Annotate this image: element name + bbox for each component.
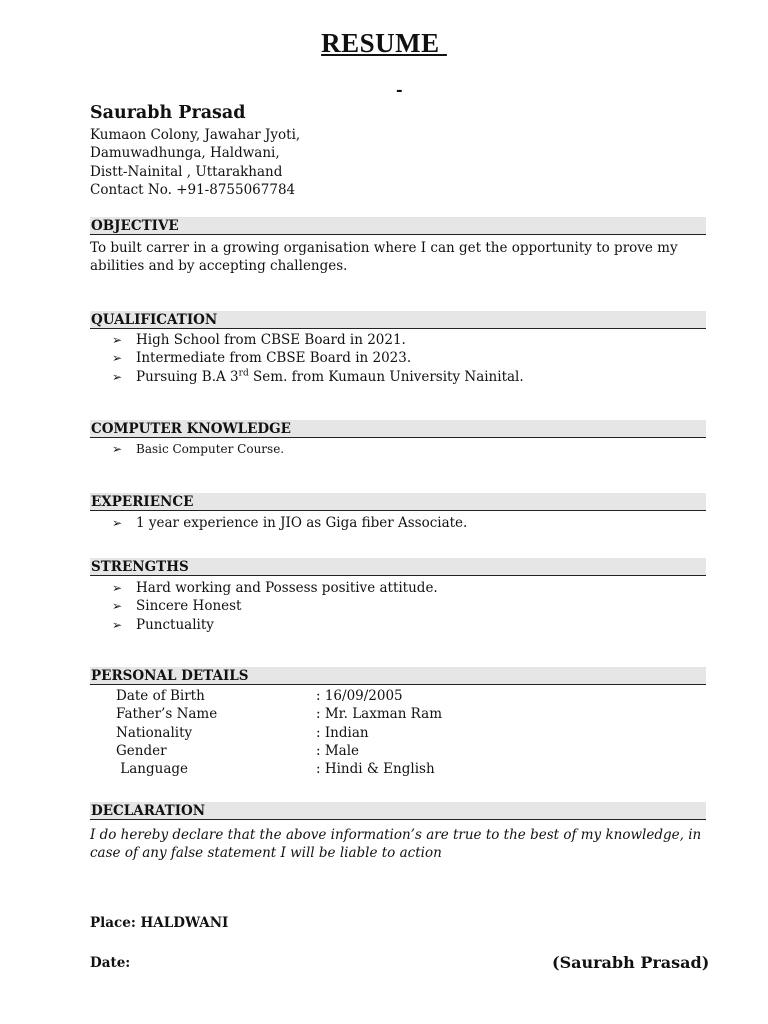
qualification-list: [90, 331, 524, 386]
list-item: ➢ Hard working and Possess positive attitude.: [112, 580, 438, 596]
list-item: ➢ High School from CBSE Board in 2021.: [112, 332, 406, 348]
personal-details-heading: PERSONAL DETAILS: [90, 667, 706, 685]
detail-label: Gender: [116, 742, 167, 759]
experience-heading: EXPERIENCE: [90, 493, 706, 511]
resume-title: RESUME: [321, 28, 447, 58]
experience-list: [90, 514, 467, 532]
strengths-heading: STRENGTHS: [90, 558, 706, 576]
qualification-heading: QUALIFICATION: [90, 311, 706, 329]
arrowhead-bullet-icon: ➢: [112, 369, 123, 384]
date-label: Date:: [90, 955, 131, 971]
detail-label: Date of Birth: [116, 688, 205, 704]
address-line: Distt-Nainital , Uttarakhand: [90, 163, 283, 180]
strengths-list: [90, 579, 438, 634]
contact-number: Contact No. +91-8755067784: [90, 181, 296, 198]
address-line: Damuwadhunga, Haldwani,: [90, 145, 280, 162]
arrowhead-bullet-icon: ➢: [112, 617, 123, 632]
objective-text: To built carrer in a growing organisation where I can get the opportunity to prove my abilities and by accepting challenges.: [90, 240, 678, 275]
detail-label: Language: [116, 761, 189, 778]
detail-value: : 16/09/2005: [316, 688, 403, 704]
place-label: Place: HALDWANI: [90, 915, 229, 931]
detail-value: : Male: [316, 742, 360, 759]
arrowhead-bullet-icon: ➢: [112, 516, 123, 530]
list-item: ➢ Basic Computer Course.: [90, 440, 284, 458]
candidate-name: Saurabh Prasad: [90, 103, 246, 123]
arrowhead-bullet-icon: ➢: [112, 581, 123, 595]
arrowhead-bullet-icon: ➢: [112, 333, 123, 347]
address-line: Kumaon Colony, Jawahar Jyoti,: [90, 127, 301, 143]
detail-value: : Indian: [316, 724, 369, 741]
arrowhead-bullet-icon: ➢: [112, 442, 123, 456]
signature-name: (Saurabh Prasad): [552, 953, 710, 972]
computer-knowledge-list: [90, 440, 284, 458]
arrowhead-bullet-icon: ➢: [112, 351, 123, 366]
list-item: ➢ Sincere Honest: [112, 598, 242, 615]
detail-label: Nationality: [116, 724, 193, 741]
table-row: [90, 742, 442, 760]
detail-value: : Hindi & English: [316, 761, 435, 778]
table-row: [90, 724, 442, 742]
address-block: [90, 126, 300, 199]
detail-value: : Mr. Laxman Ram: [316, 706, 443, 723]
list-item: ➢ Intermediate from CBSE Board in 2023.: [112, 350, 412, 367]
list-item: ➢ Pursuing B.A 3rd Sem. from Kumaun University Nainital.: [112, 368, 524, 385]
table-row: [90, 687, 442, 705]
declaration-text: I do hereby declare that the above information’s are true to the best of my knowledge, in case of any false statement I will be liable to action: [90, 827, 702, 862]
list-item: ➢ 1 year experience in JIO as Giga fiber Associate.: [112, 515, 468, 531]
table-row: [90, 705, 442, 723]
declaration-heading: DECLARATION: [90, 802, 706, 820]
table-row: [90, 760, 442, 778]
list-item: ➢ Punctuality: [112, 616, 214, 633]
personal-details-table: [90, 687, 442, 778]
arrowhead-bullet-icon: ➢: [112, 599, 123, 614]
computer-knowledge-heading: COMPUTER KNOWLEDGE: [90, 420, 706, 438]
detail-label: Father’s Name: [116, 706, 218, 723]
objective-heading: OBJECTIVE: [90, 217, 706, 235]
title-dash: -: [396, 80, 403, 99]
